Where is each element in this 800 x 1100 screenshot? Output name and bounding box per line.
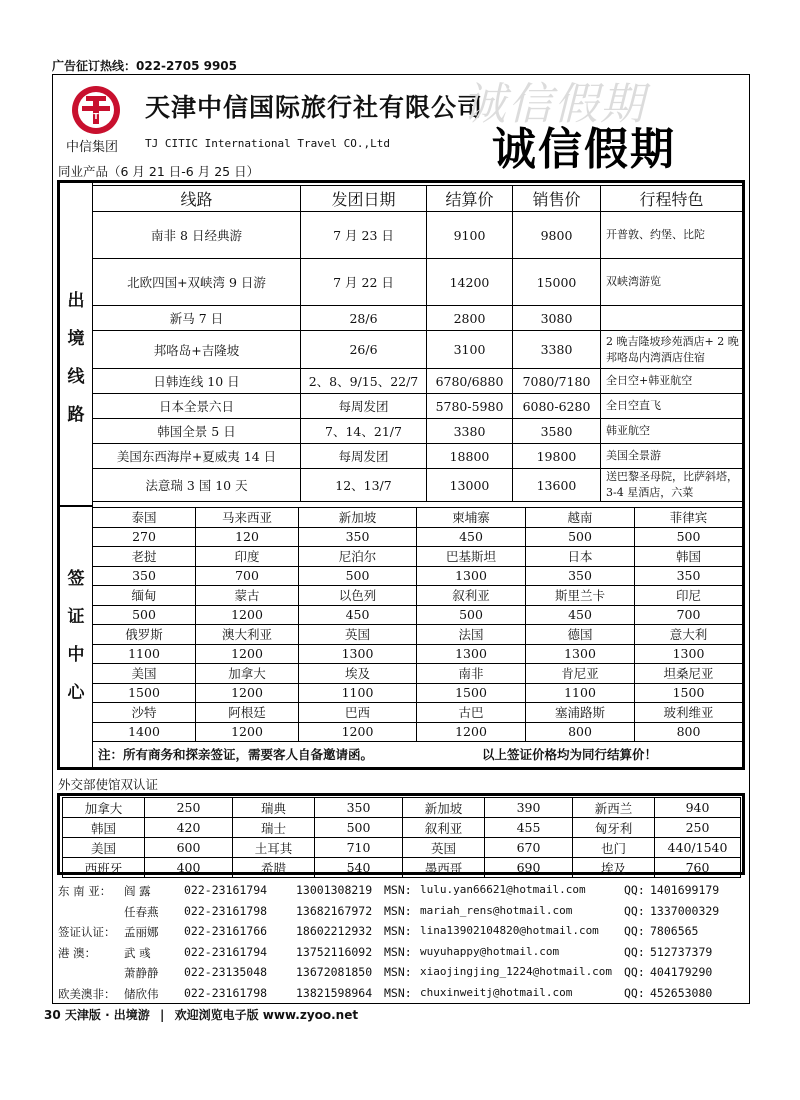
brand-title: 诚信假期 (492, 124, 676, 175)
visa-price: 1100 (526, 683, 635, 703)
visa-note-right: 以上签证价格均为同行结算价！ (482, 747, 658, 762)
contact-qq[interactable]: 7806565 (650, 924, 699, 939)
embassy-price: 440/1540 (655, 838, 741, 858)
route-name: 新马 7 日 (93, 306, 301, 331)
contact-mobile[interactable]: 13672081850 (296, 965, 373, 980)
routes-header-cell: 销售价 (513, 186, 601, 212)
embassy-table (62, 797, 741, 878)
contacts-list (58, 883, 748, 1007)
route-sale: 19800 (513, 444, 601, 469)
visa-country: 缅甸 (93, 586, 196, 606)
visa-country: 肯尼亚 (526, 664, 635, 684)
route-feature: 全日空直飞 (601, 394, 743, 419)
contact-name: 萧静静 (124, 966, 159, 981)
visa-price: 1200 (417, 722, 526, 742)
contact-msn[interactable]: lulu.yan66621@hotmail.com (420, 883, 586, 896)
qq-label: QQ: (624, 985, 645, 1000)
visa-price: 500 (299, 566, 417, 586)
contact-row (58, 904, 748, 925)
visa-price: 1500 (93, 683, 196, 703)
route-feature: 双峡湾游览 (601, 259, 743, 306)
contact-phone[interactable]: 022-23161794 (184, 944, 268, 959)
embassy-country: 希腊 (233, 858, 315, 878)
visa-country: 英国 (299, 625, 417, 645)
route-settle: 5780-5980 (427, 394, 513, 419)
visa-price: 1500 (417, 683, 526, 703)
msn-label: MSN: (384, 924, 412, 939)
embassy-price: 710 (315, 838, 403, 858)
visa-price: 350 (299, 527, 417, 547)
route-row (93, 394, 743, 419)
embassy-country: 瑞典 (233, 798, 315, 818)
visa-price-row (93, 527, 743, 547)
website-link[interactable]: www.zyoo.net (262, 1008, 359, 1022)
visa-label-char: 签 (67, 569, 85, 589)
embassy-row (63, 798, 741, 818)
routes-label-char: 出 (67, 291, 85, 311)
contact-row (58, 945, 748, 966)
routes-header-cell: 行程特色 (601, 186, 743, 212)
msn-label: MSN: (384, 944, 412, 959)
contact-name: 阎 露 (124, 884, 151, 898)
visa-price: 700 (196, 566, 299, 586)
routes-header-cell: 线路 (93, 186, 301, 212)
contact-mobile[interactable]: 13821598964 (296, 985, 373, 1000)
contact-name: 武 彧 (124, 945, 151, 960)
route-settle: 14200 (427, 259, 513, 306)
visa-country: 印度 (196, 547, 299, 567)
visa-country: 阿根廷 (196, 703, 299, 723)
embassy-price: 670 (485, 838, 573, 858)
visa-label-char: 心 (67, 683, 85, 703)
route-sale: 6080-6280 (513, 394, 601, 419)
embassy-price: 540 (315, 858, 403, 878)
visa-price: 1300 (417, 644, 526, 664)
visa-country: 越南 (526, 508, 635, 528)
visa-country: 老挝 (93, 547, 196, 567)
embassy-country: 叙利亚 (403, 818, 485, 838)
visa-price-row (93, 722, 743, 742)
visa-country: 俄罗斯 (93, 625, 196, 645)
routes-label-char: 路 (67, 405, 85, 425)
visa-country-row (93, 625, 743, 645)
qq-label: QQ: (624, 883, 645, 897)
route-name: 北欧四国+双峡湾 9 日游 (93, 259, 301, 306)
visa-country: 玻利维亚 (635, 703, 743, 723)
brand-watermark: 诚信假期 (462, 79, 646, 130)
route-sale: 3580 (513, 419, 601, 444)
contact-phone[interactable]: 022-23161798 (184, 985, 268, 1000)
msn-label: MSN: (384, 965, 412, 980)
route-settle: 2800 (427, 306, 513, 331)
route-name: 日韩连线 10 日 (93, 369, 301, 394)
contact-row (58, 924, 748, 945)
contact-qq[interactable]: 1401699179 (650, 883, 720, 897)
visa-price: 1200 (196, 605, 299, 625)
routes-label-char: 境 (67, 329, 85, 349)
routes-header-cell: 结算价 (427, 186, 513, 212)
contact-dept: 东 南 亚： (58, 884, 112, 898)
route-row (93, 259, 743, 306)
visa-price: 500 (417, 605, 526, 625)
visa-price: 1300 (417, 566, 526, 586)
qq-label: QQ: (624, 944, 645, 959)
visa-country-row (93, 586, 743, 606)
route-sale: 3080 (513, 306, 601, 331)
visa-price: 1100 (93, 644, 196, 664)
contact-row (58, 883, 748, 904)
embassy-country: 墨西哥 (403, 858, 485, 878)
embassy-country: 也门 (573, 838, 655, 858)
embassy-title: 外交部使馆双认证 (58, 777, 159, 792)
company-name-en: TJ CITIC International Travel CO.,Ltd (145, 137, 391, 150)
contact-row (58, 965, 748, 986)
route-date: 7 月 23 日 (301, 212, 427, 259)
contact-phone[interactable]: 022-23161798 (184, 903, 268, 918)
footer-separator: | (160, 1008, 165, 1022)
route-name: 南非 8 日经典游 (93, 212, 301, 259)
visa-country: 意大利 (635, 625, 743, 645)
contact-msn[interactable]: mariah_rens@hotmail.com (420, 903, 573, 917)
visa-price: 1300 (635, 644, 743, 664)
visa-price: 1400 (93, 722, 196, 742)
visa-country: 柬埔寨 (417, 508, 526, 528)
embassy-price: 500 (315, 818, 403, 838)
embassy-country: 加拿大 (63, 798, 145, 818)
visa-price: 1500 (635, 683, 743, 703)
visa-price: 1100 (299, 683, 417, 703)
visa-price: 450 (417, 527, 526, 547)
route-sale: 13600 (513, 469, 601, 502)
route-row (93, 306, 743, 331)
embassy-country: 瑞士 (233, 818, 315, 838)
slogan: 欢迎浏览电子版 (174, 1008, 259, 1022)
route-date: 7、14、21/7 (301, 419, 427, 444)
embassy-country: 土耳其 (233, 838, 315, 858)
visa-country: 菲律宾 (635, 508, 743, 528)
route-sale: 15000 (513, 259, 601, 306)
visa-country: 泰国 (93, 508, 196, 528)
embassy-country: 新西兰 (573, 798, 655, 818)
visa-price: 800 (635, 722, 743, 742)
section-divider (60, 505, 92, 507)
contact-name: 孟丽娜 (124, 925, 159, 940)
visa-country: 美国 (93, 664, 196, 684)
embassy-price: 390 (485, 798, 573, 818)
visa-country: 埃及 (299, 664, 417, 684)
qq-label: QQ: (624, 924, 645, 939)
qq-label: QQ: (624, 903, 645, 918)
embassy-row (63, 818, 741, 838)
embassy-price: 250 (145, 798, 233, 818)
visa-country: 日本 (526, 547, 635, 567)
embassy-country: 西班牙 (63, 858, 145, 878)
msn-label: MSN: (384, 903, 412, 918)
route-date: 2、8、9/15、22/7 (301, 369, 427, 394)
route-date: 每周发团 (301, 394, 427, 419)
route-settle: 13000 (427, 469, 513, 502)
visa-price-row (93, 683, 743, 703)
route-date: 28/6 (301, 306, 427, 331)
visa-country: 南非 (417, 664, 526, 684)
contact-mobile[interactable]: 18602212932 (296, 924, 373, 939)
contact-msn[interactable]: chuxinweitj@hotmail.com (420, 985, 573, 999)
contact-qq[interactable]: 452653080 (650, 985, 713, 1000)
visa-price: 700 (635, 605, 743, 625)
visa-country: 古巴 (417, 703, 526, 723)
embassy-price: 400 (145, 858, 233, 878)
route-row (93, 419, 743, 444)
route-row (93, 444, 743, 469)
visa-price: 270 (93, 527, 196, 547)
contact-name: 储欣伟 (124, 986, 159, 1001)
route-settle: 3100 (427, 331, 513, 369)
visa-country-row (93, 508, 743, 528)
visa-price: 500 (93, 605, 196, 625)
bottom-rule (52, 1003, 750, 1004)
contact-msn[interactable]: xiaojingjing_1224@hotmail.com (420, 965, 613, 979)
visa-section-label (59, 560, 93, 712)
routes-header-row (93, 186, 743, 212)
embassy-price: 940 (655, 798, 741, 818)
visa-country: 马来西亚 (196, 508, 299, 528)
contact-dept: 欧美澳非： (58, 986, 116, 1001)
route-name: 韩国全景 5 日 (93, 419, 301, 444)
route-feature: 送巴黎圣母院，比萨斜塔，3-4 星酒店，六菜 (601, 469, 743, 502)
visa-country: 澳大利亚 (196, 625, 299, 645)
visa-note-left: 注：所有商务和探亲签证，需要客人自备邀请函。 (98, 747, 374, 762)
route-row (93, 469, 743, 502)
logo-text: CITIC (84, 112, 108, 121)
embassy-country: 英国 (403, 838, 485, 858)
visa-price: 500 (526, 527, 635, 547)
visa-country-row (93, 547, 743, 567)
visa-table (92, 507, 743, 742)
visa-price: 1300 (299, 644, 417, 664)
routes-table (92, 185, 743, 502)
embassy-row (63, 838, 741, 858)
contact-phone[interactable]: 022-23135048 (184, 965, 268, 980)
visa-price: 350 (93, 566, 196, 586)
visa-price: 500 (635, 527, 743, 547)
visa-country: 印尼 (635, 586, 743, 606)
citic-logo-icon (70, 84, 122, 136)
route-date: 12、13/7 (301, 469, 427, 502)
visa-country: 坦桑尼亚 (635, 664, 743, 684)
contact-dept: 港 澳： (58, 945, 97, 960)
company-name-cn: 天津中信国际旅行社有限公司 (145, 93, 484, 122)
route-name: 邦咯岛+吉隆坡 (93, 331, 301, 369)
route-settle: 18800 (427, 444, 513, 469)
embassy-price: 760 (655, 858, 741, 878)
route-date: 7 月 22 日 (301, 259, 427, 306)
route-feature (601, 306, 743, 331)
page-number: 30 (44, 1008, 61, 1022)
embassy-country: 新加坡 (403, 798, 485, 818)
route-settle: 6780/6880 (427, 369, 513, 394)
contact-msn[interactable]: lina13902104820@hotmail.com (420, 924, 599, 938)
embassy-price: 250 (655, 818, 741, 838)
embassy-price: 350 (315, 798, 403, 818)
visa-price: 120 (196, 527, 299, 547)
visa-country-row (93, 703, 743, 723)
route-feature: 开普敦、约堡、比陀 (601, 212, 743, 259)
visa-country: 韩国 (635, 547, 743, 567)
route-date: 26/6 (301, 331, 427, 369)
visa-price: 1200 (196, 683, 299, 703)
visa-price: 350 (526, 566, 635, 586)
contact-qq[interactable]: 1337000329 (650, 903, 720, 918)
routes-header-cell: 发团日期 (301, 186, 427, 212)
route-feature: 2 晚吉隆坡珍苑酒店+ 2 晚邦咯岛内湾酒店住宿 (601, 331, 743, 369)
contact-phone[interactable]: 022-23161766 (184, 924, 268, 939)
visa-note (90, 743, 740, 767)
visa-country: 新加坡 (299, 508, 417, 528)
visa-price-row (93, 644, 743, 664)
visa-price: 1200 (196, 644, 299, 664)
contact-dept: 签证认证： (58, 925, 116, 940)
contact-msn[interactable]: wuyuhappy@hotmail.com (420, 944, 560, 958)
route-date: 每周发团 (301, 444, 427, 469)
routes-label-char: 线 (67, 367, 85, 387)
route-name: 法意瑞 3 国 10 天 (93, 469, 301, 502)
visa-country: 蒙古 (196, 586, 299, 606)
embassy-country: 匈牙利 (573, 818, 655, 838)
route-settle: 9100 (427, 212, 513, 259)
route-name: 美国东西海岸+夏威夷 14 日 (93, 444, 301, 469)
visa-country: 沙特 (93, 703, 196, 723)
visa-price-row (93, 566, 743, 586)
visa-country: 尼泊尔 (299, 547, 417, 567)
contact-phone[interactable]: 022-23161794 (184, 883, 268, 897)
visa-country: 叙利亚 (417, 586, 526, 606)
route-feature: 美国全景游 (601, 444, 743, 469)
visa-country: 加拿大 (196, 664, 299, 684)
msn-label: MSN: (384, 883, 412, 897)
contact-mobile[interactable]: 13001308219 (296, 883, 373, 897)
visa-price: 450 (526, 605, 635, 625)
visa-country: 德国 (526, 625, 635, 645)
group-name: 中信集团 (66, 140, 119, 155)
ad-hotline: 广告征订热线：022-2705 9905 (52, 59, 238, 73)
visa-country: 法国 (417, 625, 526, 645)
embassy-row (63, 858, 741, 878)
embassy-country: 埃及 (573, 858, 655, 878)
embassy-price: 420 (145, 818, 233, 838)
section-title: 同业产品（6 月 21 日-6 月 25 日） (58, 164, 260, 179)
visa-price: 1200 (196, 722, 299, 742)
visa-country: 以色列 (299, 586, 417, 606)
embassy-country: 美国 (63, 838, 145, 858)
visa-country: 斯里兰卡 (526, 586, 635, 606)
qq-label: QQ: (624, 965, 645, 980)
embassy-price: 690 (485, 858, 573, 878)
visa-country: 塞浦路斯 (526, 703, 635, 723)
route-feature: 全日空+韩亚航空 (601, 369, 743, 394)
contact-mobile[interactable]: 13752116092 (296, 944, 373, 959)
contact-qq[interactable]: 512737379 (650, 944, 713, 959)
embassy-price: 600 (145, 838, 233, 858)
visa-label-char: 证 (67, 607, 85, 627)
route-sale: 7080/7180 (513, 369, 601, 394)
visa-price: 800 (526, 722, 635, 742)
visa-price: 1300 (526, 644, 635, 664)
contact-mobile[interactable]: 13682167972 (296, 903, 373, 918)
route-row (93, 212, 743, 259)
visa-price: 450 (299, 605, 417, 625)
routes-section-label (59, 282, 93, 434)
route-sale: 3380 (513, 331, 601, 369)
visa-price-row (93, 605, 743, 625)
route-settle: 3380 (427, 419, 513, 444)
visa-label-char: 中 (67, 645, 85, 665)
route-feature: 韩亚航空 (601, 419, 743, 444)
visa-price: 1200 (299, 722, 417, 742)
edition: 天津版 · 出境游 (64, 1008, 150, 1022)
embassy-price: 455 (485, 818, 573, 838)
visa-country-row (93, 664, 743, 684)
contact-qq[interactable]: 404179290 (650, 965, 713, 980)
visa-country: 巴基斯坦 (417, 547, 526, 567)
route-sale: 9800 (513, 212, 601, 259)
embassy-country: 韩国 (63, 818, 145, 838)
route-row (93, 369, 743, 394)
msn-label: MSN: (384, 985, 412, 1000)
visa-country: 巴西 (299, 703, 417, 723)
visa-price: 350 (635, 566, 743, 586)
route-name: 日本全景六日 (93, 394, 301, 419)
route-row (93, 331, 743, 369)
footer (44, 1006, 358, 1023)
contact-name: 任春燕 (124, 904, 159, 919)
